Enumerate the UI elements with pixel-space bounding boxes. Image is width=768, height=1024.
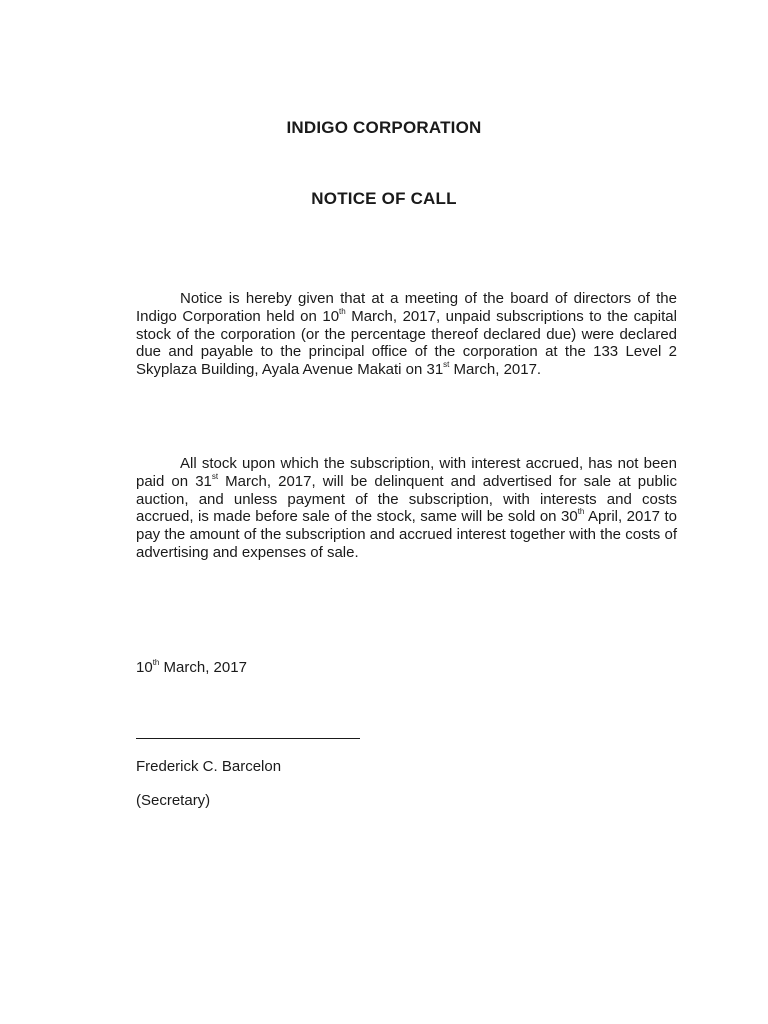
company-name: INDIGO CORPORATION xyxy=(286,118,482,137)
paragraph-1-text-c: March, 2017. xyxy=(449,361,542,379)
ordinal-suffix: th xyxy=(577,507,585,517)
paragraph-1-text-b: March, 2017, unpaid subscriptions to the capital stock of the corporation (or the percentage thereof declared due) were declared due and payable to the principal office of the corporation at the 133 Level 2 Skyplaza Building, Ayala Avenue Makati on 31 xyxy=(136,307,677,379)
date-rest: March, 2017 xyxy=(159,659,247,676)
ordinal-suffix: st xyxy=(443,360,450,370)
notice-title: NOTICE OF CALL xyxy=(311,189,457,208)
paragraph-2-text-c: April, 2017 to pay the amount of the subscription and accrued interest together with the costs of advertising and expenses of sale. xyxy=(136,508,677,561)
notice-date xyxy=(136,659,247,676)
ordinal-suffix: th xyxy=(339,306,346,316)
notice-paragraph-1 xyxy=(136,290,677,379)
notice-paragraph-2 xyxy=(136,455,677,562)
signature-line xyxy=(136,738,360,739)
ordinal-suffix: st xyxy=(211,471,219,481)
paragraph-2-text-b: March, 2017, will be delinquent and advertised for sale at public auction, and unless payment of the subscription, with interests and costs accrued, is made before sale of the stock, same will be sold on 30 xyxy=(136,472,677,526)
signer-name: Frederick C. Barcelon xyxy=(136,758,282,775)
paragraph-1-text-a: Notice is hereby given that at a meeting of the board of directors of the Indigo Corporation held on 10 xyxy=(136,290,677,325)
date-day: 10 xyxy=(136,659,153,676)
signer-title: (Secretary) xyxy=(136,792,211,809)
paragraph-2-text-a: All stock upon which the subscription, with interest accrued, has not been paid on 31 xyxy=(136,455,677,490)
ordinal-suffix: th xyxy=(152,658,160,667)
